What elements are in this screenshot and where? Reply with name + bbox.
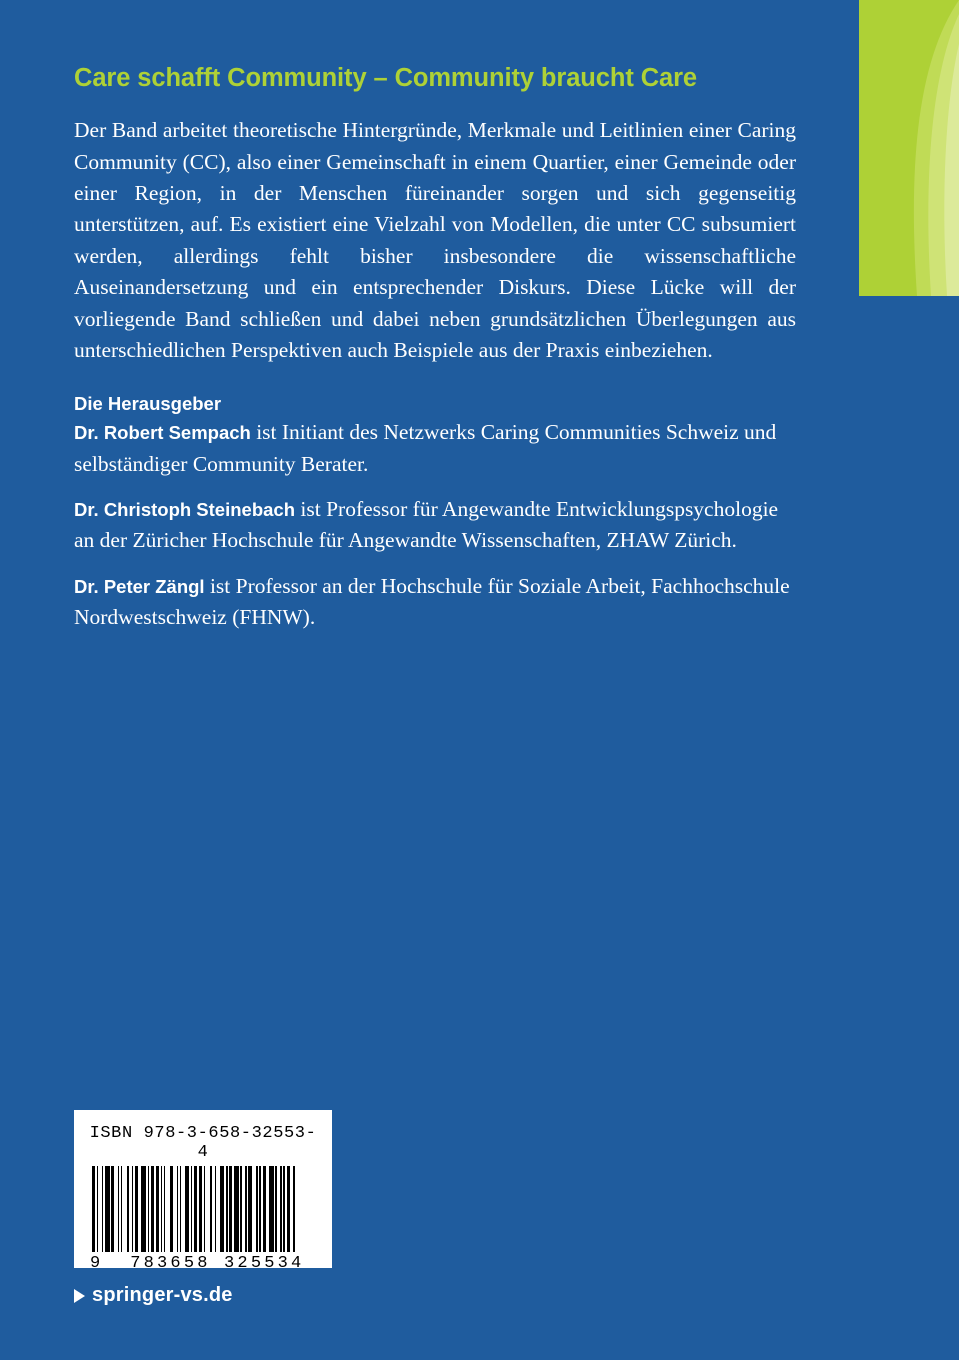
barcode-digits: 9 783658 325534 <box>90 1254 305 1273</box>
barcode-card <box>74 1110 332 1273</box>
blurb-text: Der Band arbeitet theoretische Hintergründe, Merkmale und Leitlinien einer Caring Community (CC), also einer Gemeinschaft in einem Quartier, einer Gemeinde oder einer Region, in der Menschen füreinander sorgen und sich gegenseitig unterstützen, auf. Es existiert eine Vielzahl von Modellen, die unter CC subsumiert werden, allerdings fehlt bisher insbesondere die wissenschaftliche Auseinandersetzung und ein entsprechender Diskurs. Diese Lücke will der vorliegende Band schließen und dabei neben grundsätzlichen Überlegungen aus unterschiedlichen Perspektiven auch Beispiele aus der Praxis einbeziehen. <box>74 118 796 362</box>
publisher-link[interactable] <box>74 1284 332 1307</box>
editor-entry <box>74 571 796 634</box>
editor-description: ist Initiant des Netzwerks Caring Communities Schweiz und selbständiger Community Berater. <box>74 420 777 476</box>
editor-name: Dr. Peter Zängl <box>74 575 205 597</box>
page-title: Care schafft Community – Community braucht Care <box>74 64 698 92</box>
corner-decoration <box>859 0 959 296</box>
editor-name: Dr. Christoph Steinebach <box>74 499 296 521</box>
editor-description: ist Professor an der Hochschule für Soziale Arbeit, Fachhochschule Nordwestschweiz (FHNW). <box>74 573 790 630</box>
editor-entry <box>74 417 796 480</box>
editor-name: Dr. Robert Sempach <box>74 422 251 444</box>
editor-description: ist Professor für Angewandte Entwicklungspsychologie an der Züricher Hochschule für Angewandte Wissenschaften, ZHAW Zürich. <box>74 497 779 553</box>
blurb-section <box>74 64 796 648</box>
play-triangle-icon <box>74 1289 85 1303</box>
publisher-url-label: springer-vs.de <box>92 1284 233 1306</box>
isbn-label: ISBN 978-3-658-32553-4 <box>89 1124 317 1162</box>
editors-heading: Die Herausgeber <box>74 393 222 415</box>
barcode-bars <box>92 1166 314 1252</box>
barcode-block <box>74 1110 332 1307</box>
editor-entry <box>74 494 796 557</box>
